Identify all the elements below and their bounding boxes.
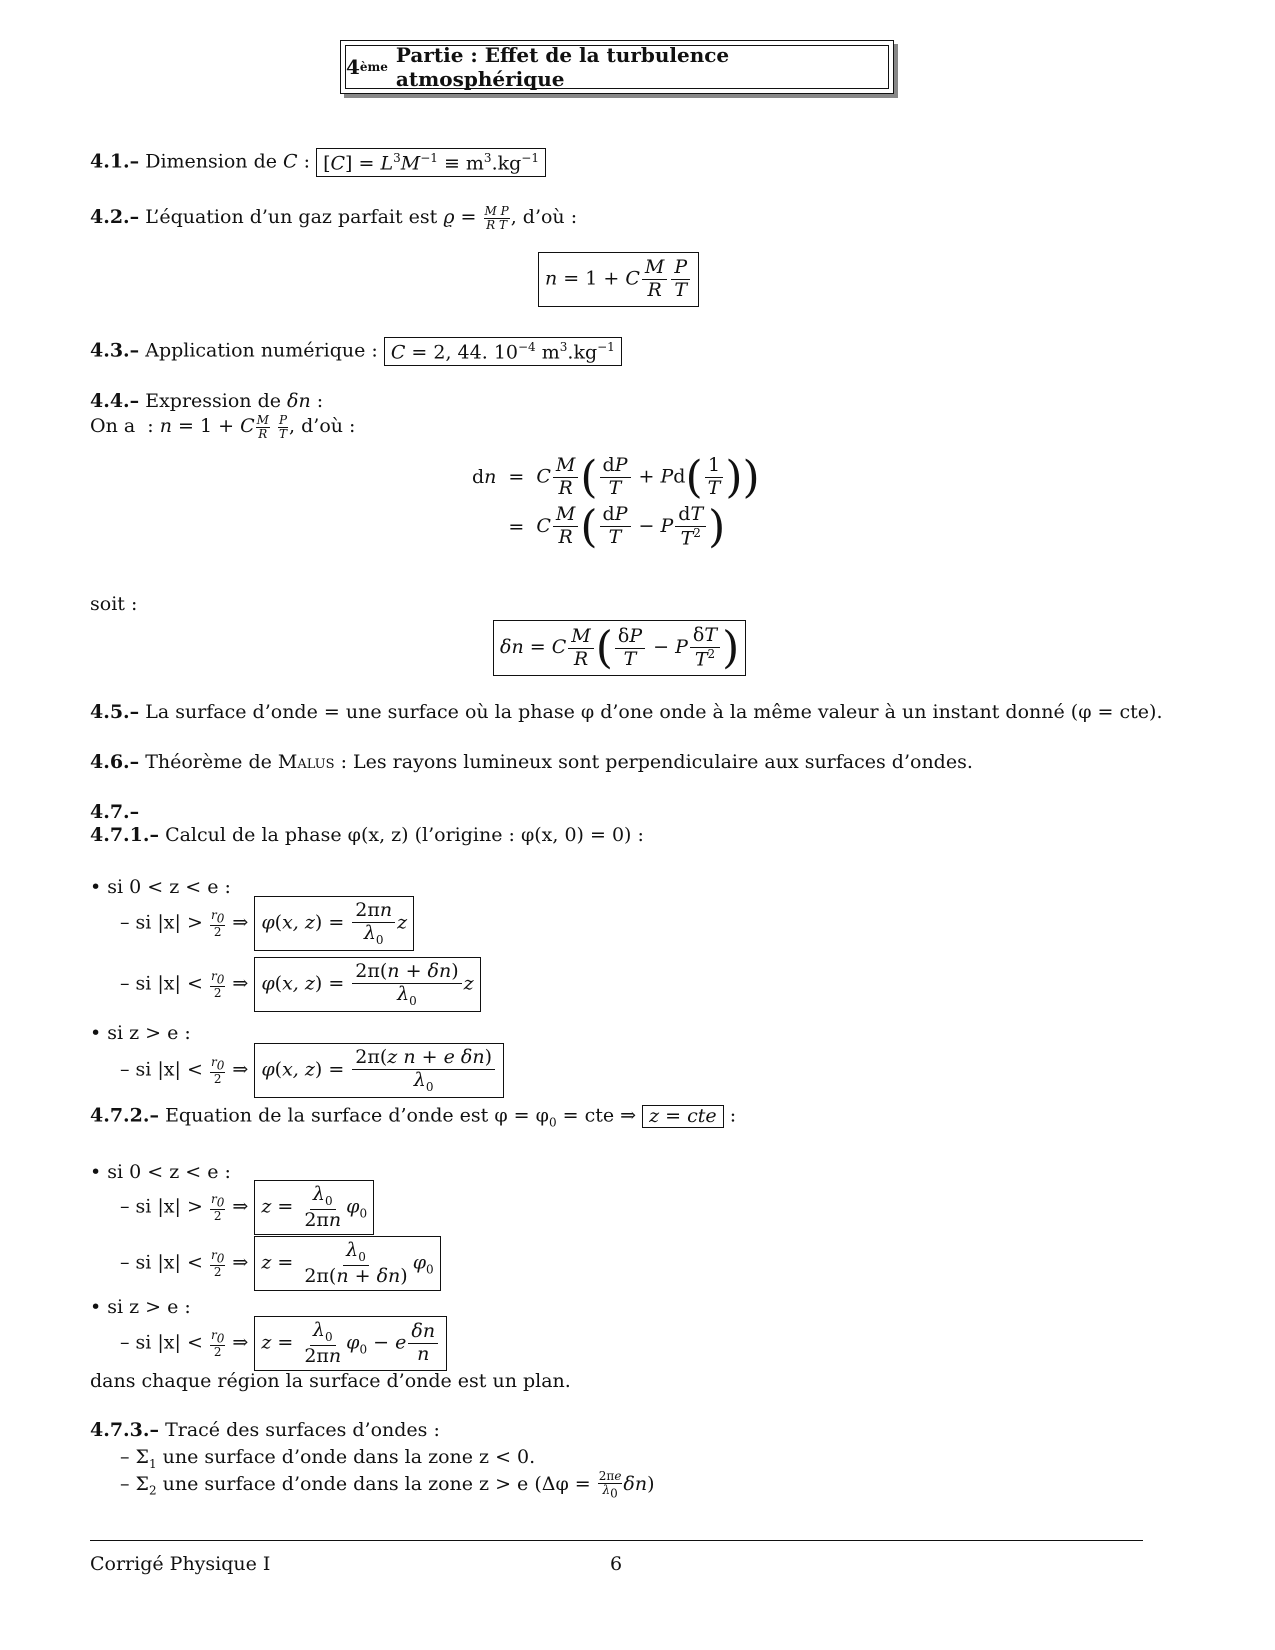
q44-label: 4.4.– xyxy=(90,390,140,412)
q41-colon: : xyxy=(303,150,311,173)
q45-label: 4.5.– xyxy=(90,701,140,723)
q44-line2: On a : n = 1 + C $\frac{M}{R}$ $\frac{P}{T}$ , d’où : xyxy=(90,413,356,441)
q41-label: 4.1.– xyxy=(90,150,140,173)
page-number: 6 xyxy=(610,1553,623,1575)
q43-result: C = 2, 44. $10^{-4}$ $m^3.kg^{-1}$ xyxy=(384,337,622,366)
q41-var: C xyxy=(283,150,298,173)
q43 xyxy=(90,337,622,366)
q42-tail: , d’où : xyxy=(510,206,578,229)
case1-472: • si 0 < z < e : xyxy=(90,1161,231,1183)
cond-lt: – si |x| < xyxy=(120,972,203,995)
section-title xyxy=(345,45,889,89)
cond-gt-2: – si |x| > xyxy=(120,1195,203,1218)
q44-ona: On a xyxy=(90,415,136,438)
phase-case-b: – si |x| < $\frac{r_0}{2}$ ⇒ φ(x, z) = $\frac{2\pi(n + \delta n)}{\lambda_0}$ z xyxy=(120,957,481,1012)
case2-472: • si z > e : xyxy=(90,1296,191,1318)
q471-label: 4.7.1.– xyxy=(90,824,160,846)
cond-lt-4: – si |x| < xyxy=(120,1331,203,1354)
q41 xyxy=(90,148,546,177)
q473-item1-text: une surface d’onde dans la zone z < 0. xyxy=(162,1446,536,1468)
case2-471: • si z > e : xyxy=(90,1022,191,1044)
q471-text: Calcul de la phase φ(x, z) (l’origine : φ(x, 0) = 0) : xyxy=(165,824,644,846)
q46 xyxy=(90,753,973,772)
phase-case-a: – si |x| > $\frac{r_0}{2}$ ⇒ φ(x, z) = $\frac{2\pi n}{\lambda_0}$ z xyxy=(120,896,414,951)
footer-left: Corrigé Physique I xyxy=(90,1553,271,1575)
cond-gt: – si |x| > xyxy=(120,911,203,934)
q472-label: 4.7.2.– xyxy=(90,1104,160,1127)
section-title-box xyxy=(340,40,894,94)
conclusion: dans chaque région la surface d’onde est un plan. xyxy=(90,1370,571,1392)
part-number: 4 xyxy=(346,55,360,79)
footer-rule xyxy=(90,1540,1143,1541)
q471 xyxy=(90,826,644,845)
eq-deltan: δn = C $\frac{M}{R}$ ( $\frac{\delta P}{T}$ − P $\frac{\delta T}{T^2}$ ) xyxy=(493,620,746,676)
q473-item2-text: une surface d’onde dans la zone z > e (Δφ = xyxy=(162,1472,591,1495)
q472-text: Equation de la surface d’onde est φ = φ xyxy=(165,1104,549,1127)
cond-lt-3: – si |x| < xyxy=(120,1251,203,1274)
case1-471: • si 0 < z < e : xyxy=(90,876,231,898)
phase-case-c: – si |x| < $\frac{r_0}{2}$ ⇒ φ(x, z) = $\frac{\text{2π(z n + e δn)}}{\lambda_0}$ xyxy=(120,1043,504,1098)
q46-text-pre: Théorème de xyxy=(145,751,272,773)
q41-result: $[C] = L^3M^{-1} \equiv m^3.kg^{-1}$ xyxy=(316,148,546,177)
cond-lt-2: – si |x| < xyxy=(120,1058,203,1081)
q473 xyxy=(90,1421,440,1440)
dn-derivation: dn = C $\frac{M}{R}$ ( $\frac{dP}{T}$ + Pd( $\frac{1}{T}$ )) = C $\frac{M}{R}$ ( $\frac{dP}{T}$ − P $\frac{dT}{T^2}$ ) xyxy=(472,451,760,553)
q472-tail: = cte ⇒ xyxy=(562,1104,637,1127)
q44: 4.4.– Expression de δn : xyxy=(90,390,324,412)
surface-case-c: – si |x| < $\frac{r_0}{2}$ ⇒ z = $\frac{\lambda_0}{2\pi n}$ $\varphi_0 - e$ $\frac{\delta n}{n}$ xyxy=(120,1316,447,1371)
surface-case-a: – si |x| > $\frac{r_0}{2}$ ⇒ z = $\frac{\lambda_0}{2\pi n}$ $\varphi_0$ xyxy=(120,1180,374,1235)
q44-text: Expression de xyxy=(145,390,281,412)
q45-text: La surface d’onde = une surface où la phase φ d’one onde à la même valeur à un instant donné (φ = cte). xyxy=(145,701,1163,723)
q42: 4.2.– L’équation d’un gaz parfait est ϱ = $\frac{\text{M P}}{\text{R T}}$ , d’où : xyxy=(90,204,578,232)
q42-label: 4.2.– xyxy=(90,206,140,229)
q473-text: Tracé des surfaces d’ondes : xyxy=(165,1419,440,1441)
soit: soit : xyxy=(90,593,138,615)
q473-item1: – $\Sigma_1$ une surface d’onde dans la zone z < 0. xyxy=(120,1446,536,1471)
q46-label: 4.6.– xyxy=(90,751,140,773)
q43-text: Application numérique : xyxy=(145,339,378,362)
q43-label: 4.3.– xyxy=(90,339,140,362)
part-sup: ème xyxy=(359,60,388,74)
q45 xyxy=(90,703,1162,722)
q46-name: Malus xyxy=(277,751,335,773)
q41-text: Dimension de xyxy=(145,150,277,173)
eq-n: n = 1 + C $\frac{M}{R}$ $\frac{P}{T}$ xyxy=(538,252,699,307)
q472-end: : xyxy=(729,1104,737,1127)
part-title: Partie : Effet de la turbulence atmosphérique xyxy=(395,43,730,91)
surface-case-b: – si |x| < $\frac{r_0}{2}$ ⇒ z = $\frac{\lambda_0}{2\pi(n + \delta n)}$ $\varphi_0$ xyxy=(120,1236,441,1291)
q473-label: 4.7.3.– xyxy=(90,1419,160,1441)
q472: 4.7.2.– Equation de la surface d’onde est $\varphi = \varphi_0$ = cte ⇒ z = cte : xyxy=(90,1104,737,1130)
q47-label: 4.7.– xyxy=(90,801,140,823)
q44-tail: , d’où : xyxy=(289,415,356,438)
q473-item2: – $\Sigma_2$ une surface d’onde dans la zone z > e (Δφ = $\frac{2\pi e}{\lambda_0}$ δn) xyxy=(120,1469,655,1500)
q42-text: L’équation d’un gaz parfait est xyxy=(145,206,438,229)
q46-text-post: : Les rayons lumineux sont perpendiculaire aux surfaces d’ondes. xyxy=(340,751,973,773)
